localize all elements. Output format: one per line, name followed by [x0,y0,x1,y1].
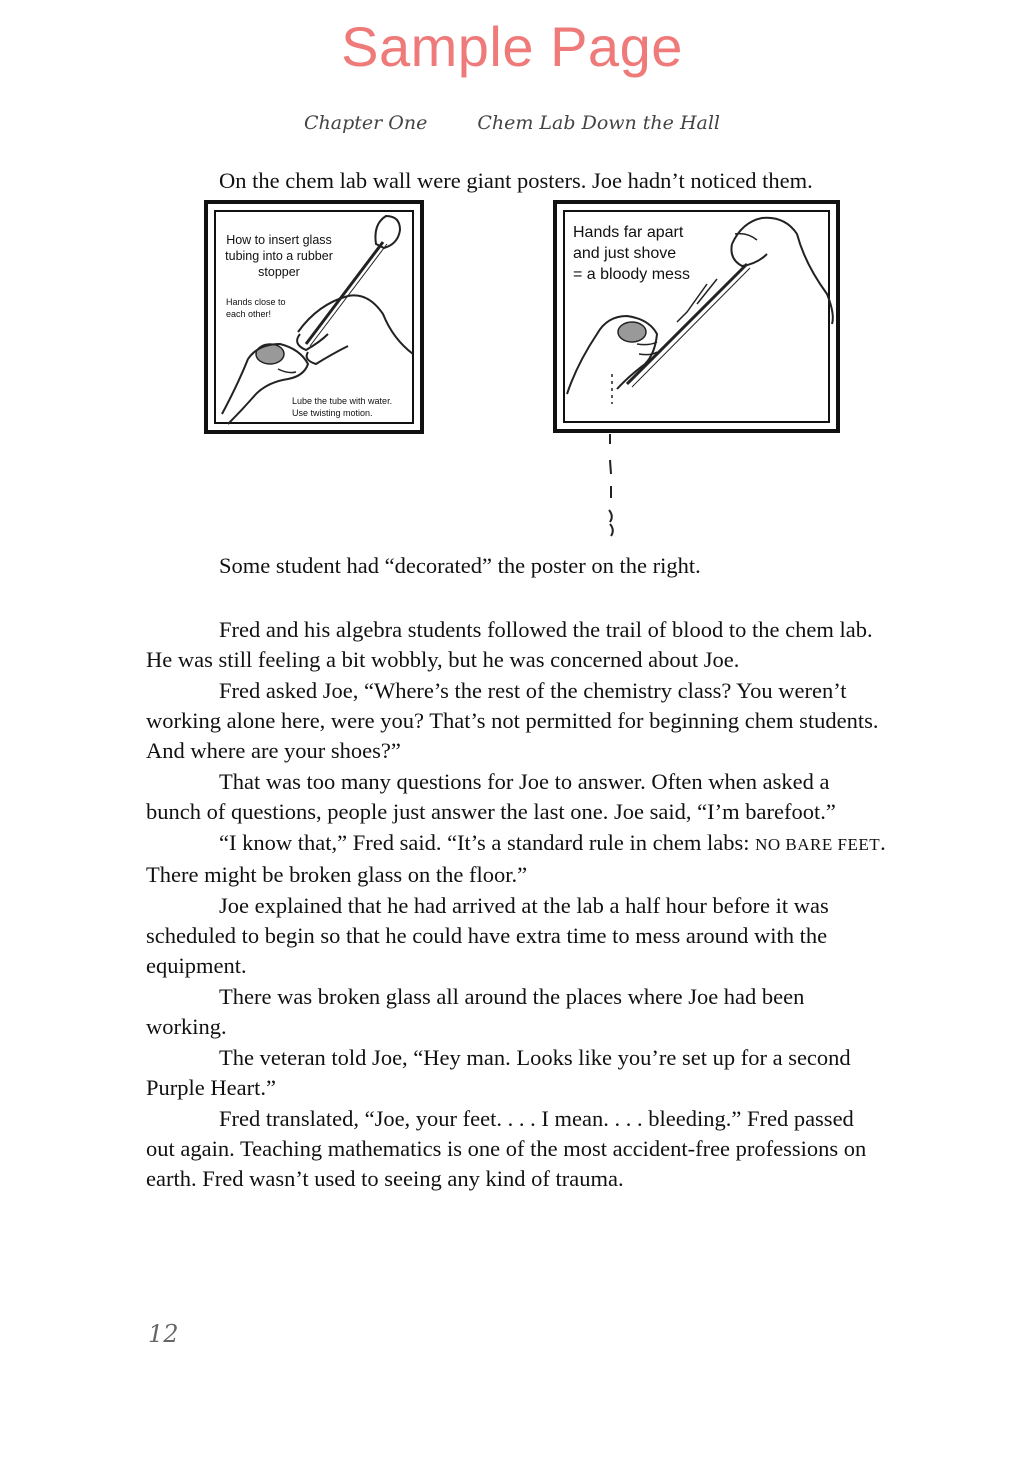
paragraph: There was broken glass all around the places where Joe had been working. [146,984,805,1039]
poster-left [204,200,424,434]
paragraph-rule [146,828,886,890]
rule-text: NO BARE FEET [755,835,881,854]
paragraph: That was too many questions for Joe to answer. Often when asked a bunch of questions, people just answer the last one. Joe said, “I’m barefoot.” [146,769,836,824]
poster-left-title: How to insert glass tubing into a rubber stopper [225,233,333,279]
poster-caption: Some student had “decorated” the poster on the right. [219,553,701,578]
chapter-title: Chem Lab Down the Hall [477,112,720,134]
page-number: 12 [148,1320,179,1348]
poster-left-footer-2: Use twisting motion. [292,408,373,418]
poster-right-line1: Hands far apart [573,224,684,241]
intro-line: On the chem lab wall were giant posters. Joe hadn’t noticed them. [219,168,813,193]
poster-right-line3: = a bloody mess [573,266,690,283]
blood-drip-trail [600,430,630,540]
poster-left-footer-1: Lube the tube with water. [292,396,393,406]
chapter-label: Chapter One [303,112,428,134]
paragraph: Fred translated, “Joe, your feet. . . . I mean. . . . bleeding.” Fred passed out again. Teaching mathematics is one of the most accident-free professions on earth. Fred wasn’t used to seeing any kind of trauma. [146,1106,867,1191]
sample-page-watermark: Sample Page [341,15,683,78]
poster-right [553,200,840,433]
paragraph: Fred and his algebra students followed the trail of blood to the chem lab. He was still feeling a bit wobbly, but he was concerned about Joe. [146,617,873,672]
story-body [146,615,886,1195]
running-header [0,112,1024,134]
rule-after: . There might be broken glass on the floor.” [146,830,886,887]
paragraph: Joe explained that he had arrived at the lab a half hour before it was scheduled to begin so that he could have extra time to mess around with the equipment. [146,893,829,978]
poster-right-line2: and just shove [573,245,677,262]
paragraph: Fred asked Joe, “Where’s the rest of the chemistry class? You weren’t working alone here, were you? That’s not permitted for beginning chem students. And where are your shoes?” [146,678,879,763]
paragraph: The veteran told Joe, “Hey man. Looks like you’re set up for a second Purple Heart.” [146,1045,851,1100]
rule-before: “I know that,” Fred said. “It’s a standard rule in chem labs: [219,830,756,855]
poster-left-note: Hands close to each other! [226,297,286,319]
